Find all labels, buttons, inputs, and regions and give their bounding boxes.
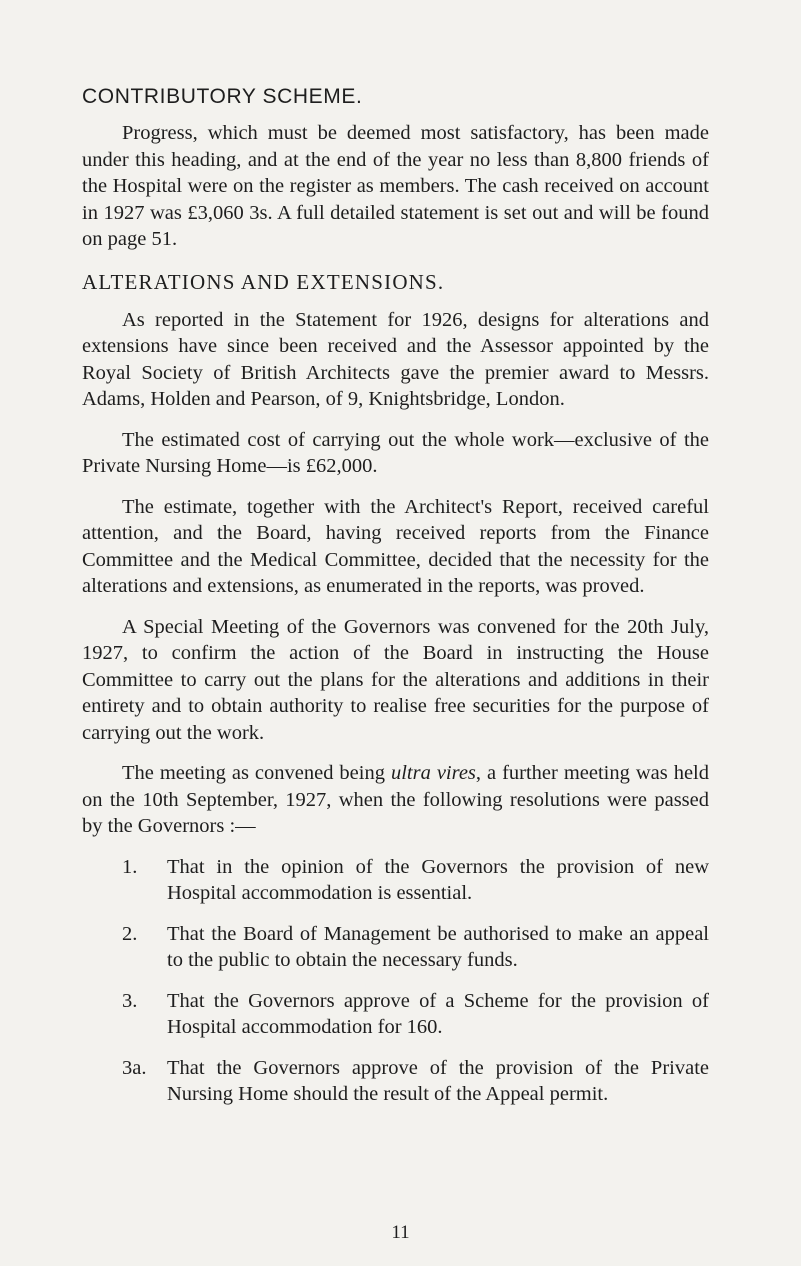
resolution-text: That the Governors approve of the provision of the Private Nursing Home should the result of the Appeal permit.: [167, 1056, 709, 1105]
heading-contributory-scheme: CONTRIBUTORY SCHEME.: [82, 85, 363, 108]
paragraph-alterations-3-text: The estimate, together with the Architect's Report, received careful attention, and the Board, having received reports from the Finance Committee and the Medical Committee, decided that the necessity for the alterations and extensions, as enumerated in the reports, was proved.: [82, 495, 709, 597]
paragraph-alterations-4-text: A Special Meeting of the Governors was convened for the 20th July, 1927, to confirm the action of the Board in instructing the House Committee to carry out the plans for the alterations and additions in their entirety and to obtain authority to realise free securities for the purpose of carrying out the work.: [82, 615, 709, 744]
resolution-text: That the Board of Management be authorised to make an appeal to the public to obtain the necessary funds.: [167, 922, 709, 971]
paragraph-alterations-2: [82, 427, 709, 480]
heading-alterations-extensions: ALTERATIONS AND EXTENSIONS.: [82, 269, 445, 294]
paragraph-alterations-5: [82, 760, 709, 840]
ultra-vires-italic: ultra vires: [390, 762, 476, 784]
resolution-item: [82, 921, 709, 974]
paragraph-alterations-5-before: The meeting as convened being: [122, 762, 385, 784]
paragraph-alterations-4: [82, 614, 709, 747]
resolution-item: [82, 1055, 709, 1108]
resolution-number: 3a.: [122, 1056, 147, 1079]
resolution-number: 1.: [122, 855, 138, 878]
paragraph-alterations-3: [82, 494, 709, 600]
resolution-number: 3.: [122, 989, 138, 1012]
resolution-item: [82, 988, 709, 1041]
paragraph-contributory: [82, 120, 709, 253]
paragraph-alterations-2-text: The estimated cost of carrying out the whole work—exclusive of the Private Nursing Home—is £62,000.: [82, 428, 709, 477]
page-number: 11: [391, 1222, 410, 1243]
resolution-number: 2.: [122, 922, 138, 945]
paragraph-alterations-1-text: As reported in the Statement for 1926, designs for alterations and extensions have since been received and the Assessor appointed by the Royal Society of British Architects gave the premier award to Messrs. Adams, Holden and Pearson, of 9, Knightsbridge, London.: [82, 308, 709, 410]
paragraph-contributory-text: Progress, which must be deemed most satisfactory, has been made under this heading, and at the end of the year no less than 8,800 friends of the Hospital were on the register as members. The cash received on account in 1927 was £3,060 3s. A full detailed statement is set out and will be found on page 51.: [82, 122, 709, 250]
resolution-item: [82, 854, 709, 907]
resolution-text: That in the opinion of the Governors the provision of new Hospital accommodation is essential.: [167, 855, 709, 904]
resolution-text: That the Governors approve of a Scheme for the provision of Hospital accommodation for 160.: [167, 989, 709, 1038]
paragraph-alterations-5-after: , a further meeting was held on the 10th September, 1927, when the following resolutions were passed by the Governors :—: [82, 762, 709, 837]
paragraph-alterations-1: [82, 307, 709, 413]
